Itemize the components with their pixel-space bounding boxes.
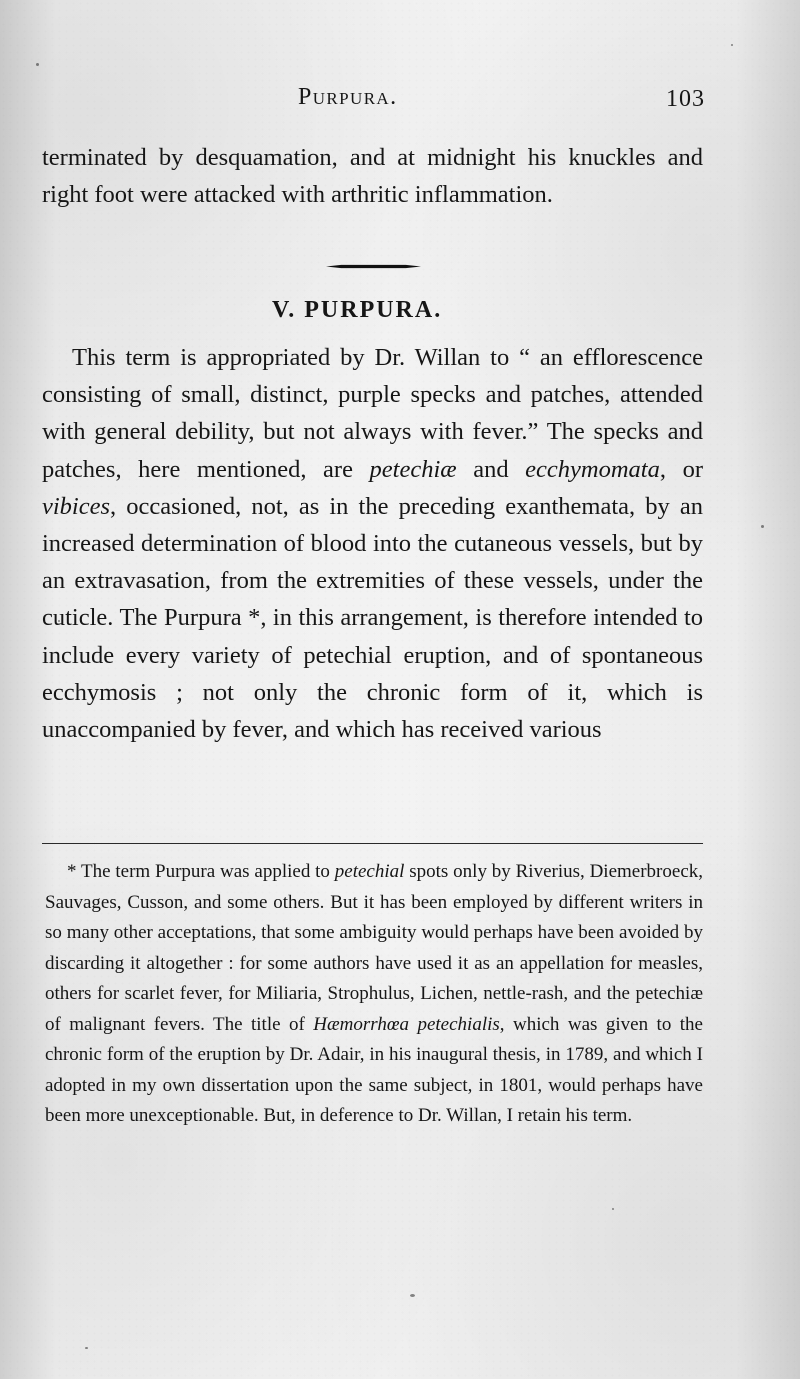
footnote-rule (42, 843, 703, 844)
footnote-part-2: spots only by Riverius, Diemerbroeck, Sauvages, Cusson, and some others. But it has been employed by different writers in so many other acceptations, that some ambiguity would perhaps have been avoided by discarding it altogether : for some authors have used it as an appellation for measles, others for scarlet fever, for Miliaria, Strophulus, Lichen, nettle-rash, and the petechiæ of malignant fevers. The title of (45, 861, 703, 1035)
main-paragraph-text (42, 339, 703, 748)
continued-paragraph (42, 139, 703, 213)
main-text-italic-vibices: vibices (42, 492, 111, 520)
section-ornament (326, 263, 421, 270)
running-head: Purpura. (298, 84, 398, 110)
main-text-part-2: and (456, 455, 526, 483)
footnote (45, 857, 703, 1132)
page-number: 103 (666, 86, 705, 112)
main-text-part-4: , occasioned, not, as in the preceding exanthemata, by an increased determination of blood into the cutaneous vessels, but by an extravasation, from the extremities of these vessels, under the cuticle. The Purpura *, in this arrangement, is therefore intended to include every variety of petechial eruption, and of spontaneous ecchymosis ; not only the chronic form of it, which is unaccompanied by fever, and which has received various (42, 492, 703, 744)
footnote-part-1: * The term Purpura was applied to (67, 861, 335, 882)
footnote-part-3: , which was given to the chronic form of the eruption by Dr. Adair, in his inaugural thesis, in 1789, and which I adopted in my own dissertation upon the same subject, in 1801, would perhaps have been more unexceptionable. But, in deference to Dr. Willan, I retain his term. (45, 1013, 703, 1126)
main-paragraph (42, 339, 703, 748)
main-text-italic-ecchymomata: ecchymomata (525, 455, 660, 483)
main-text-part-3: , or (659, 455, 703, 483)
footnote-text (45, 857, 703, 1132)
footnote-italic-haemorrhoea-petechialis: Hæmorrhœa petechialis (313, 1013, 500, 1035)
continued-paragraph-text: terminated by desquamation, and at midnight his knuckles and right foot were attacked with arthritic inflammation. (42, 144, 703, 209)
footnote-italic-petechial: petechial (334, 861, 405, 882)
section-heading: V. PURPURA. (272, 297, 443, 323)
main-text-italic-petechiae: petechiæ (369, 455, 457, 483)
main-text-part-1: This term is appropriated by Dr. Willan to “ an efflorescence consisting of small, distinct, purple specks and patches, attended with general debility, but not always with fever.” The specks and patches, here mentioned, are (42, 344, 703, 483)
